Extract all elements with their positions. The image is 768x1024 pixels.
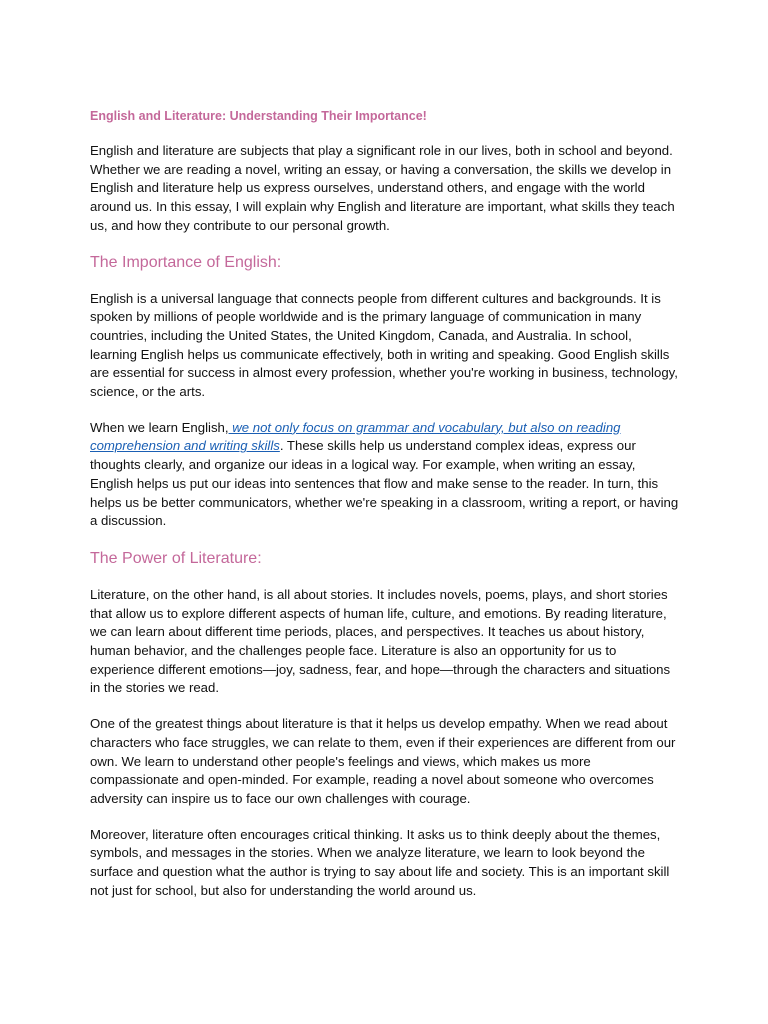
english-paragraph-2-after: . These skills help us understand complex ideas, express our thoughts clearly, and organize our ideas in a logical way. For example, when writing an essay, English helps us put our ideas into sentences that flow and make sense to the reader. In turn, this helps us be better communicators, whether we're speaking in a classroom, writing a report, or having a discussion. [90, 438, 679, 529]
english-paragraph-2 [90, 419, 680, 531]
document-title: English and Literature: Understanding Their Importance! [90, 109, 427, 123]
heading-importance-of-english: The Importance of English: [90, 253, 282, 271]
literature-paragraph-2: One of the greatest things about literature is that it helps us develop empathy. When we read about characters who face struggles, we can relate to them, even if their experiences are different from our own. We learn to understand other people's feelings and views, which makes us more compassionate and open-minded. For example, reading a novel about someone who overcomes adversity can inspire us to face our own challenges with courage. [90, 716, 676, 806]
english-paragraph-2-before: When we learn English, [90, 419, 229, 435]
heading-power-of-literature: The Power of Literature: [90, 549, 262, 567]
literature-paragraph-3: Moreover, literature often encourages critical thinking. It asks us to think deeply about the themes, symbols, and messages in the stories. When we analyze literature, we learn to look beyond the surface and question what the author is trying to say about life and society. This is an important skill not just for school, but also for understanding the world around us. [90, 826, 670, 898]
intro-paragraph: English and literature are subjects that play a significant role in our lives, both in school and beyond. Whether we are reading a novel, writing an essay, or having a conversation, the skills we develop in English and literature help us express ourselves, understand others, and engage with the world around us. In this essay, I will explain why English and literature are important, what skills they teach us, and how they contribute to our personal growth. [90, 143, 675, 233]
reading-comprehension-link[interactable]: we not only focus on grammar and vocabulary, but also on reading comprehension and writing skills [90, 419, 621, 454]
document-page [90, 108, 680, 918]
literature-paragraph-1: Literature, on the other hand, is all about stories. It includes novels, poems, plays, and short stories that allow us to explore different aspects of human life, culture, and emotions. By reading literature, we can learn about different time periods, places, and perspectives. It teaches us about history, human behavior, and the challenges people face. Literature is also an opportunity for us to experience different emotions—joy, sadness, fear, and hope—through the characters and situations in the stories we read. [90, 586, 671, 696]
english-paragraph-1: English is a universal language that connects people from different cultures and backgrounds. It is spoken by millions of people worldwide and is the primary language of communication in many countries, including the United States, the United Kingdom, Canada, and Australia. In school, learning English helps us communicate effectively, both in writing and speaking. Good English skills are essential for success in almost every profession, whether you're working in business, technology, science, or the arts. [90, 290, 678, 400]
